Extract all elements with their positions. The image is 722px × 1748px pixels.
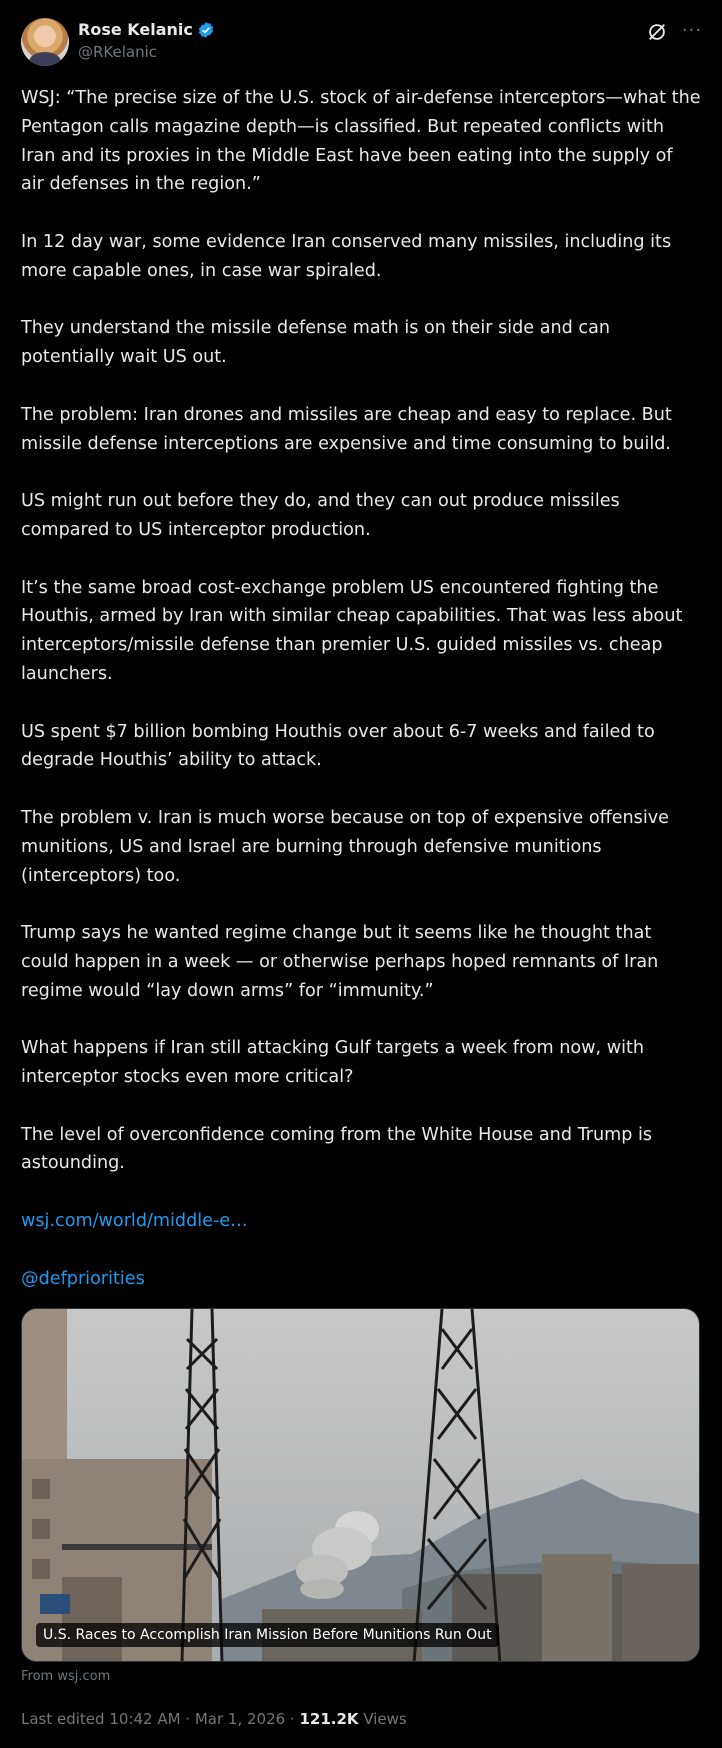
post-paragraph: In 12 day war, some evidence Iran conserved many missiles, including its more capable ones, in case war spiraled. xyxy=(21,231,672,281)
views-count: 121.2K xyxy=(299,1710,359,1728)
post-text xyxy=(21,84,701,1322)
more-options-icon[interactable]: ··· xyxy=(681,20,703,41)
name-row xyxy=(78,20,215,39)
card-image xyxy=(22,1309,700,1662)
post-paragraph: What happens if Iran still attacking Gulf targets a week from now, with interceptor stocks even more critical? xyxy=(21,1038,645,1088)
mention-link[interactable]: @defpriorities xyxy=(21,1268,145,1289)
views-label: Views xyxy=(358,1710,407,1728)
post-paragraph: It’s the same broad cost-exchange problem US encountered fighting the Houthis, armed by Iran with similar cheap capabilities. That was less about interceptors/missile defense than premier U.S. guided missiles vs. cheap launchers. xyxy=(21,577,683,684)
post-paragraph: US might run out before they do, and they can out produce missiles compared to US interceptor production. xyxy=(21,491,620,540)
post-paragraph: The problem v. Iran is much worse because on top of expensive offensive munitions, US and Israel are burning through defensive munitions (interceptors) too. xyxy=(21,807,669,886)
display-name[interactable]: Rose Kelanic xyxy=(78,20,193,39)
post-paragraph: The level of overconfidence coming from the White House and Trump is astounding. xyxy=(21,1124,653,1174)
post-paragraph: The problem: Iran drones and missiles are cheap and easy to replace. But missile defense interceptions are expensive and time consuming to build. xyxy=(21,404,672,454)
edited-timestamp[interactable]: Last edited 10:42 AM · Mar 1, 2026 · xyxy=(21,1710,300,1728)
verified-badge-icon[interactable] xyxy=(197,21,215,39)
avatar[interactable] xyxy=(21,18,69,66)
link-preview-card[interactable] xyxy=(21,1308,700,1662)
post-header xyxy=(21,18,701,68)
post-paragraph: WSJ: “The precise size of the U.S. stock of air-defense interceptors—what the Pentagon calls magazine depth—is classified. But repeated conflicts with Iran and its proxies in the Middle East have been eating into the supply of air defenses in the region.” xyxy=(21,88,701,195)
post-paragraph: Trump says he wanted regime change but it seems like he thought that could happen in a week — or otherwise perhaps hoped remnants of Iran regime would “lay down arms” for “immunity.” xyxy=(21,923,659,1001)
post-paragraph: They understand the missile defense math is on their side and can potentially wait US out. xyxy=(21,318,611,368)
post-meta xyxy=(21,1710,407,1728)
grok-icon[interactable] xyxy=(646,21,668,43)
card-source[interactable]: From wsj.com xyxy=(21,1669,111,1684)
handle[interactable]: @RKelanic xyxy=(78,43,158,61)
article-link[interactable]: wsj.com/world/middle-e… xyxy=(21,1211,248,1232)
card-caption: U.S. Races to Accomplish Iran Mission Before Munitions Run Out xyxy=(36,1623,499,1647)
post-paragraph: US spent $7 billion bombing Houthis over about 6-7 weeks and failed to degrade Houthis’ ability to attack. xyxy=(21,721,655,771)
